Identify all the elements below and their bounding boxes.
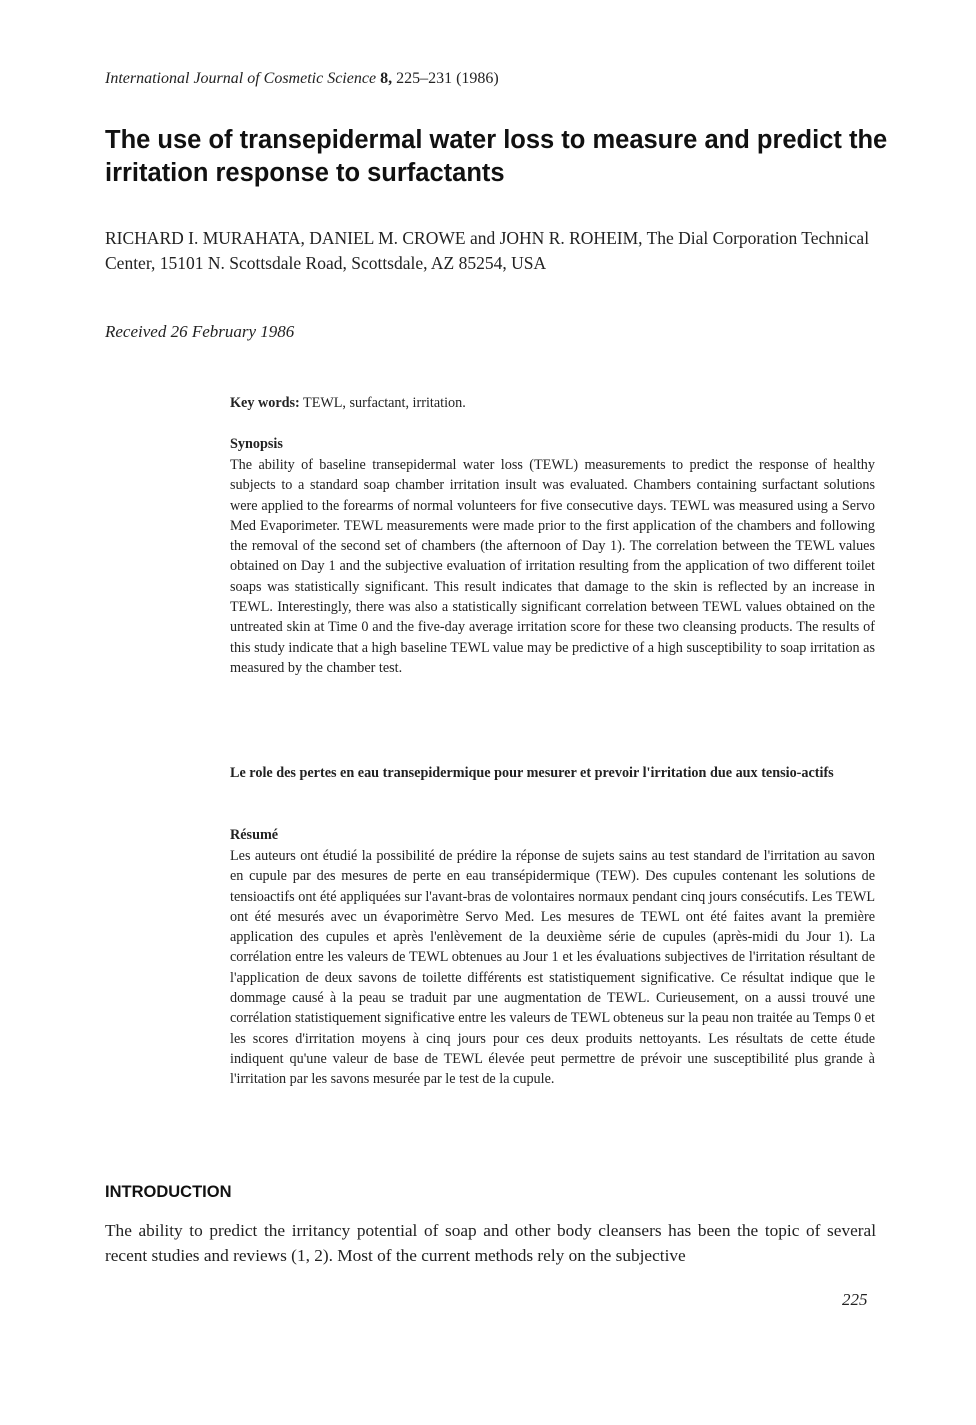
keywords-value: TEWL, surfactant, irritation. <box>303 395 466 411</box>
keywords <box>230 393 875 413</box>
journal-citation <box>105 70 499 88</box>
resume-heading: Résumé <box>230 827 279 843</box>
journal-pages-year: 225–231 (1986) <box>396 70 499 87</box>
synopsis-heading: Synopsis <box>230 436 283 452</box>
page-number: 225 <box>842 1290 868 1309</box>
author-affiliation: RICHARD I. MURAHATA, DANIEL M. CROWE and JOHN R. ROHEIM, The Dial Corporation Technical Center, 15101 N. Scottsdale Road, Scottsdale, AZ 85254, USA <box>105 228 870 273</box>
french-title: Le role des pertes en eau transepidermique pour mesurer et prevoir l'irritation due aux tensio-actifs <box>230 765 834 781</box>
article-title: The use of transepidermal water loss to measure and predict the irritation response to surfactants <box>105 126 888 187</box>
introduction-text: The ability to predict the irritancy potential of soap and other body cleansers has been the topic of several recent studies and reviews (1, 2). Most of the current methods rely on the subjective <box>105 1221 876 1265</box>
keywords-label: Key words: <box>230 395 300 411</box>
journal-name: International Journal of Cosmetic Science <box>105 70 377 87</box>
synopsis-text: The ability of baseline transepidermal water loss (TEWL) measurements to predict the response of healthy subjects to a standard soap chamber irritation insult was evaluated. Chambers containing surfactant solutions were applied to the forearms of normal volunteers for five consecutive days. TEWL was measured using a Servo Med Evaporimeter. TEWL measurements were made prior to the first application of the chambers and following the removal of the second set of chambers (the afternoon of Day 1). The correlation between the TEWL values obtained on Day 1 and the subjective evaluation of irritation resulting from the application of two different toilet soaps was statistically significant. This result indicates that damage to the skin is reflected by an increase in TEWL. Interestingly, there was also a statistically significant correlation between TEWL values obtained on the untreated skin at Time 0 and the five-day average irritation score for these two cleansing products. The results of this study indicate that a high baseline TEWL value may be predictive of a high susceptibility to soap irritation as measured by the chamber test. <box>230 457 875 676</box>
received-date: Received 26 February 1986 <box>105 322 295 341</box>
introduction-heading: INTRODUCTION <box>105 1183 232 1201</box>
journal-volume: 8, <box>380 70 393 87</box>
resume-text: Les auteurs ont étudié la possibilité de prédire la réponse de sujets sains au test standard de l'irritation au savon en cupule par des mesures de perte en eau transépidermique (TEW). Des cupules contenant les solutions de tensioactifs ont été appliquées sur l'avant-bras de volontaires normaux pendant cinq jours consécutifs. Les TEWL ont été mesurés avec un évaporimètre Servo Med. Les mesures de TEWL ont été faites avant la première application des cupules et après l'enlèvement de la deuxième série de cupules (après-midi du Jour 1). La corrélation entre les valeurs de TEWL obtenues au Jour 1 et les évaluations subjectives de l'irritation résultant de l'application de deux savons de toilette différents est statistiquement significative. Ce résultat indique que le dommage causé à la peau se traduit par une augmentation de TEWL. Curieusement, on a aussi trouvé une corrélation statistiquement significative entre les valeurs de TEWL obteneus sur la peau non traitée au Temps 0 et les scores d'irritation moyens à cinq jours pour ces deux produits nettoyants. Les résultats de cette étude indiquent qu'une valeur de base de TEWL élevée peut permettre de prévoir une susceptibilité plus grande à l'irritation par les savons mesurée par le test de la cupule. <box>230 848 875 1088</box>
